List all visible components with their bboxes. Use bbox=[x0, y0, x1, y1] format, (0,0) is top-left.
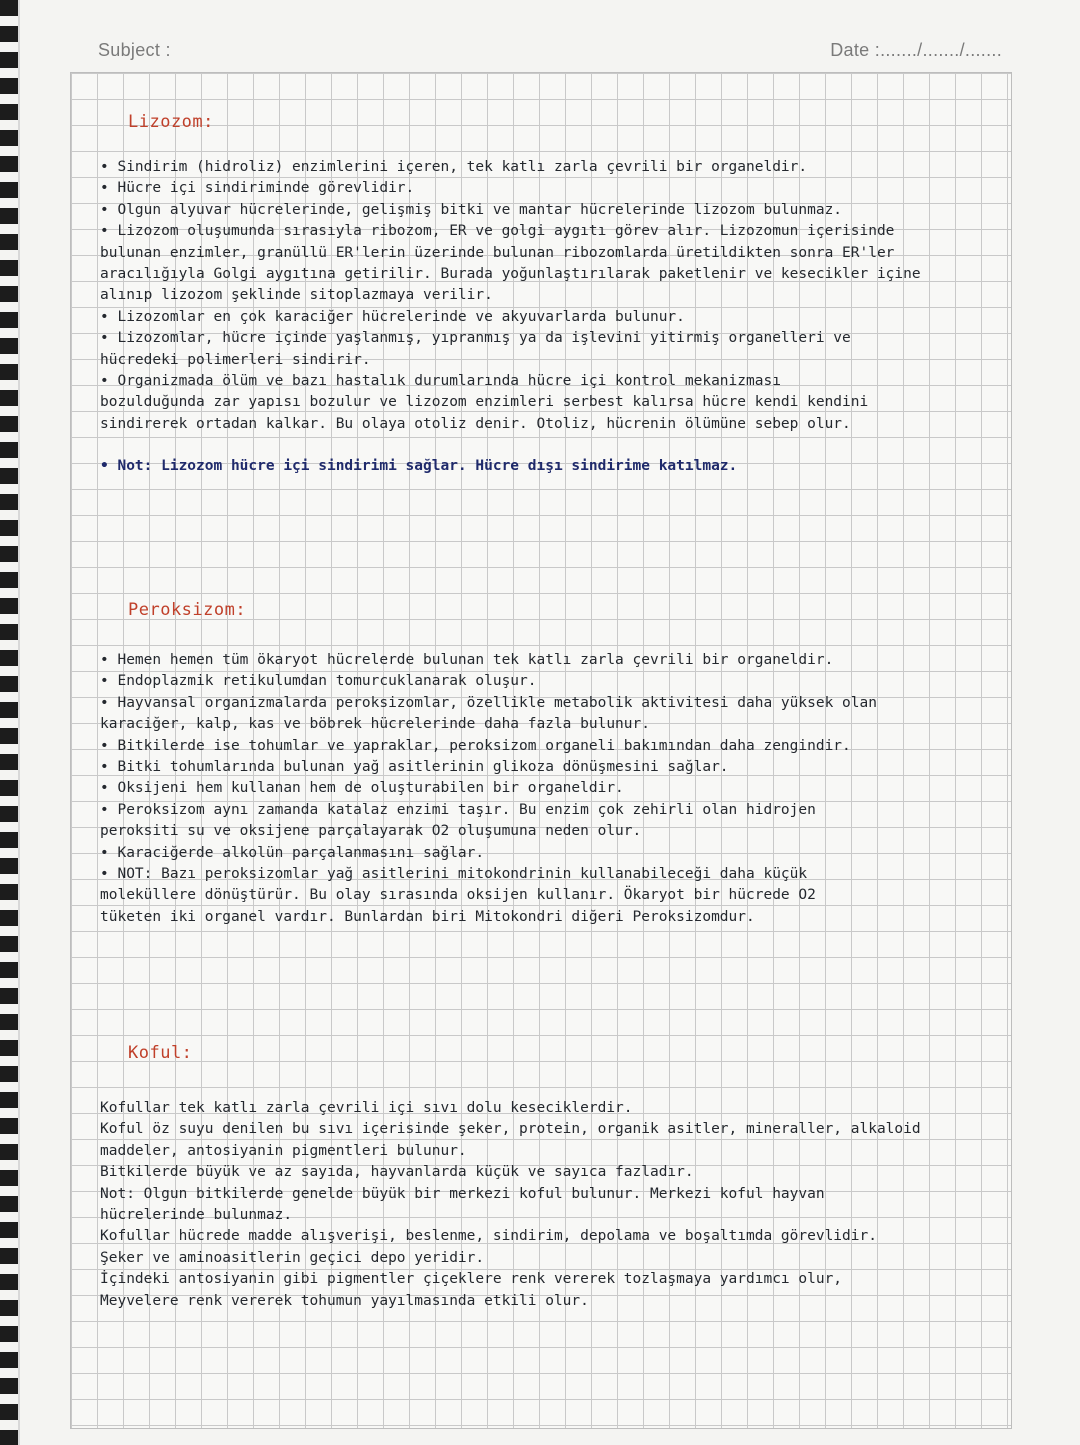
text-line: • Oksijeni hem kullanan hem de oluşturabilen bir organeldir. bbox=[100, 780, 624, 797]
text-line: • Hücre içi sindiriminde görevlidir. bbox=[100, 180, 415, 197]
section-heading-lizozom: Lizozom: bbox=[128, 112, 214, 132]
text-line: moleküllere dönüştürür. Bu olay sırasında oksijen kullanır. Ökaryot bir hücrede O2 bbox=[100, 887, 816, 904]
text-line: • Hemen hemen tüm ökaryot hücrelerde bulunan tek katlı zarla çevrili bir organeldir. bbox=[100, 652, 834, 668]
text-line: bulunan enzimler, granüllü ER'lerin üzerinde bulunan ribozomlarda üretildikten sonra ER'ler bbox=[100, 244, 895, 261]
text-line: • NOT: Bazı peroksizomlar yağ asitlerini mitokondrinin kullanabileceği daha küçük bbox=[100, 865, 808, 882]
text-line: • Bitki tohumlarında bulunan yağ asitlerinin glikoza dönüşmesini sağlar. bbox=[100, 758, 729, 775]
text-line: • Hayvansal organizmalarda peroksizomlar, özellikle metabolik aktivitesi daha yüksek olan bbox=[100, 694, 877, 711]
text-line: • Lizozomlar en çok karaciğer hücrelerinde ve akyuvarlarda bulunur. bbox=[100, 308, 685, 325]
text-line: maddeler, antosiyanin pigmentleri bulunur. bbox=[100, 1142, 467, 1159]
text-line: sindirerek ortadan kalkar. Bu olaya otoliz denir. Otoliz, hücrenin ölümüne sebep olur. bbox=[100, 415, 851, 432]
date-label: Date :......./......./....... bbox=[830, 40, 1002, 60]
section-body-lizozom bbox=[100, 157, 1000, 478]
section-heading-koful: Koful: bbox=[128, 1043, 193, 1063]
text-line: Şeker ve aminoasitlerin geçici depo yeridir. bbox=[100, 1249, 485, 1266]
text-line: bozulduğunda zar yapısı bozulur ve lizozom enzimleri serbest kalırsa hücre kendi kendini bbox=[100, 394, 869, 411]
text-line: • Lizozomlar, hücre içinde yaşlanmış, yıpranmış ya da işlevini yitirmiş organelleri ve bbox=[100, 330, 851, 347]
text-line: alınıp lizozom şeklinde sitoplazmaya verilir. bbox=[100, 287, 493, 304]
text-line: hücrelerinde bulunmaz. bbox=[100, 1206, 293, 1223]
text-line: Meyvelere renk vererek tohumun yayılmasında etkili olur. bbox=[100, 1292, 589, 1309]
text-line: • Lizozom oluşumunda sırasıyla ribozom, ER ve golgi aygıtı görev alır. Lizozomun içerisinde bbox=[100, 223, 895, 240]
text-line: • Peroksizom aynı zamanda katalaz enzimi taşır. Bu enzim çok zehirli olan hidrojen bbox=[100, 801, 816, 818]
text-line: karaciğer, kalp, kas ve böbrek hücrelerinde daha fazla bulunur. bbox=[100, 716, 650, 733]
text-line: aracılığıyla Golgi aygıtına getirilir. Burada yoğunlaştırılarak paketlenir ve kesecikler içine bbox=[100, 265, 921, 282]
note-line: • Not: Lizozom hücre içi sindirimi sağlar. Hücre dışı sindirime katılmaz. bbox=[100, 458, 738, 475]
text-line: • Olgun alyuvar hücrelerinde, gelişmiş bitki ve mantar hücrelerinde lizozom bulunmaz. bbox=[100, 201, 843, 218]
text-line: İçindeki antosiyanin gibi pigmentler çiçeklere renk vererek tozlaşmaya yardımcı olur, bbox=[100, 1271, 843, 1288]
spiral-binding bbox=[0, 0, 20, 1445]
text-line: Kofullar hücrede madde alışverişi, beslenme, sindirim, depolama ve boşaltımda görevlidir. bbox=[100, 1228, 877, 1245]
text-line: Koful öz suyu denilen bu sıvı içerisinde şeker, protein, organik asitler, mineraller, alkaloid bbox=[100, 1121, 921, 1138]
text-line: Bitkilerde büyük ve az sayıda, hayvanlarda küçük ve sayıca fazladır. bbox=[100, 1164, 694, 1181]
section-body-peroksizom bbox=[100, 650, 1000, 928]
text-line: • Endoplazmik retikulumdan tomurcuklanarak oluşur. bbox=[100, 673, 537, 690]
text-line: • Bitkilerde ise tohumlar ve yapraklar, peroksizom organeli bakımından daha zengindir. bbox=[100, 737, 851, 754]
text-line: Not: Olgun bitkilerde genelde büyük bir merkezi koful bulunur. Merkezi koful hayvan bbox=[100, 1185, 825, 1202]
text-line: • Karaciğerde alkolün parçalanmasını sağlar. bbox=[100, 844, 485, 861]
section-heading-peroksizom: Peroksizom: bbox=[128, 600, 247, 620]
text-line: peroksiti su ve oksijene parçalayarak O2 oluşumuna neden olur. bbox=[100, 823, 642, 840]
text-line: hücredeki polimerleri sindirir. bbox=[100, 351, 371, 368]
text-line bbox=[100, 435, 1000, 456]
text-line: • Sindirim (hidroliz) enzimlerini içeren, tek katlı zarla çevrili bir organeldir. bbox=[100, 159, 808, 175]
subject-label: Subject : bbox=[98, 40, 171, 60]
section-body-koful bbox=[100, 1098, 1000, 1312]
text-line: tüketen iki organel vardır. Bunlardan biri Mitokondri diğeri Peroksizomdur. bbox=[100, 908, 755, 925]
text-line: Kofullar tek katlı zarla çevrili içi sıvı dolu keseciklerdir. bbox=[100, 1100, 633, 1116]
text-line: • Organizmada ölüm ve bazı hastalık durumlarında hücre içi kontrol mekanizması bbox=[100, 372, 781, 389]
